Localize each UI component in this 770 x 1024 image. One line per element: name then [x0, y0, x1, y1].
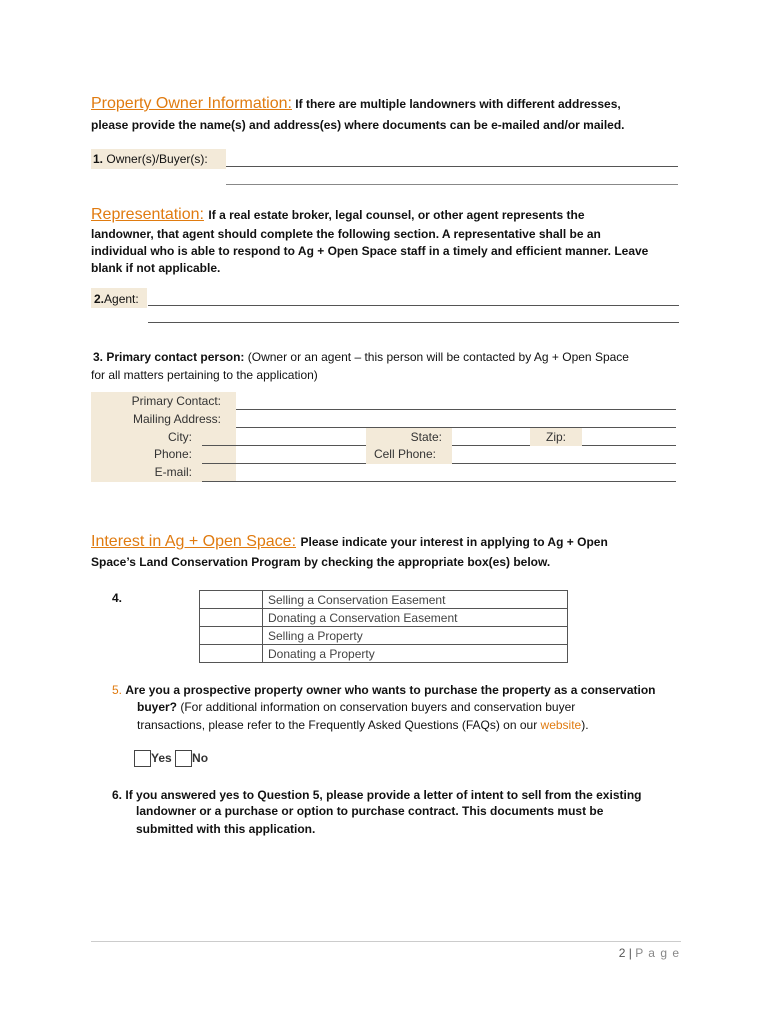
owner-section-header [91, 95, 691, 113]
interest-line2: Space’s Land Conservation Program by checking the appropriate box(es) below. [91, 555, 551, 569]
representation-line3: individual who is able to respond to Ag + Open Space staff in a timely and efficient manner. Leave [91, 244, 649, 258]
representation-line2: landowner, that agent should complete the following section. A representative shall be an [91, 227, 601, 241]
primary-contact-input[interactable] [236, 409, 676, 410]
owner-intro-line2: please provide the name(s) and address(es) where documents can be e-mailed and/or mailed. [91, 118, 625, 132]
q5-line2-bold: buyer? [137, 700, 178, 714]
cell-phone-label: Cell Phone: [373, 447, 436, 461]
state-input[interactable] [452, 445, 530, 446]
owner-buyer-input-line-1[interactable] [226, 166, 678, 167]
q1-label-text: Owner(s)/Buyer(s): [106, 152, 208, 166]
city-label: City: [168, 430, 192, 444]
representation-line1: If a real estate broker, legal counsel, or other agent represents the [208, 208, 585, 222]
zip-input[interactable] [582, 445, 676, 446]
city-input[interactable] [202, 445, 366, 446]
mailing-address-label: Mailing Address: [132, 412, 221, 426]
agent-input-line-2[interactable] [148, 322, 679, 323]
page-footer [600, 944, 680, 962]
mailing-address-input[interactable] [236, 427, 676, 428]
option-checkbox-cell[interactable] [200, 609, 263, 627]
option-row [200, 609, 568, 627]
option-row [200, 591, 568, 609]
q2-label-text: Agent: [104, 292, 139, 306]
q5-line3-wrap [137, 716, 717, 734]
primary-contact-label: Primary Contact: [131, 394, 221, 408]
no-checkbox[interactable] [175, 750, 192, 767]
q4-number: 4. [112, 591, 123, 605]
agent-input-line-1[interactable] [148, 305, 679, 306]
website-link[interactable]: website [540, 718, 582, 732]
page-separator: | [628, 946, 632, 960]
interest-title: Interest in Ag + Open Space: [91, 533, 297, 550]
q5-line3: transactions, please refer to the Frequently Asked Questions (FAQs) on our [137, 718, 541, 732]
option-row [200, 645, 568, 663]
q6-line3: submitted with this application. [136, 822, 316, 836]
option-checkbox-cell[interactable] [200, 627, 263, 645]
email-input[interactable] [202, 481, 676, 482]
page-number: 2 [618, 946, 626, 960]
yes-no-group [134, 749, 208, 767]
q3-heading [93, 348, 693, 366]
q5-line2-rest: (For additional information on conservation buyers and conservation buyer [177, 700, 576, 714]
q6-line1-wrap [112, 786, 712, 804]
interest-header [91, 533, 711, 551]
q3-title: Primary contact person: [106, 350, 245, 364]
q5-number: 5. [112, 683, 123, 697]
option-label: Donating a Property [263, 645, 568, 663]
owner-intro-line1: If there are multiple landowners with different addresses, [291, 97, 621, 111]
q5-line2-wrap [137, 698, 717, 716]
option-row [200, 627, 568, 645]
q3-desc-line1: (Owner or an agent – this person will be contacted by Ag + Open Space [244, 350, 629, 364]
option-label: Selling a Conservation Easement [263, 591, 568, 609]
q6-line2: landowner or a purchase or option to purchase contract. This documents must be [136, 804, 604, 818]
option-label: Donating a Conservation Easement [263, 609, 568, 627]
q3-number: 3. [93, 350, 104, 364]
option-checkbox-cell[interactable] [200, 591, 263, 609]
owner-section-title: Property Owner Information: [91, 95, 292, 112]
phone-label: Phone: [153, 447, 192, 461]
no-label: No [192, 751, 209, 765]
q1-number: 1. [93, 152, 104, 166]
q6-number: 6. [112, 788, 123, 802]
phone-input[interactable] [202, 463, 366, 464]
zip-label: Zip: [545, 430, 566, 444]
q1-label [93, 150, 208, 168]
q5-line1: Are you a prospective property owner who wants to purchase the property as a conservation [125, 683, 656, 697]
q5-line3-end: ). [581, 718, 589, 732]
interest-options-table [199, 590, 568, 663]
cell-phone-input[interactable] [452, 463, 676, 464]
representation-header [91, 206, 691, 224]
q2-number: 2. [94, 292, 105, 306]
email-label: E-mail: [154, 465, 192, 479]
q6-line1: If you answered yes to Question 5, please provide a letter of intent to sell from the existing [125, 788, 642, 802]
yes-checkbox[interactable] [134, 750, 151, 767]
interest-line1: Please indicate your interest in applying to Ag + Open [300, 535, 608, 549]
state-label: State: [410, 430, 442, 444]
yes-label: Yes [151, 751, 172, 765]
option-label: Selling a Property [263, 627, 568, 645]
q5-line1-wrap [112, 681, 712, 699]
representation-line4: blank if not applicable. [91, 261, 221, 275]
q3-desc-line2: for all matters pertaining to the application) [91, 368, 318, 382]
option-checkbox-cell[interactable] [200, 645, 263, 663]
representation-title: Representation: [91, 206, 204, 223]
page-word: P a g e [635, 946, 680, 960]
q2-label [94, 290, 139, 308]
footer-divider [91, 941, 681, 942]
owner-buyer-input-line-2[interactable] [226, 184, 678, 185]
